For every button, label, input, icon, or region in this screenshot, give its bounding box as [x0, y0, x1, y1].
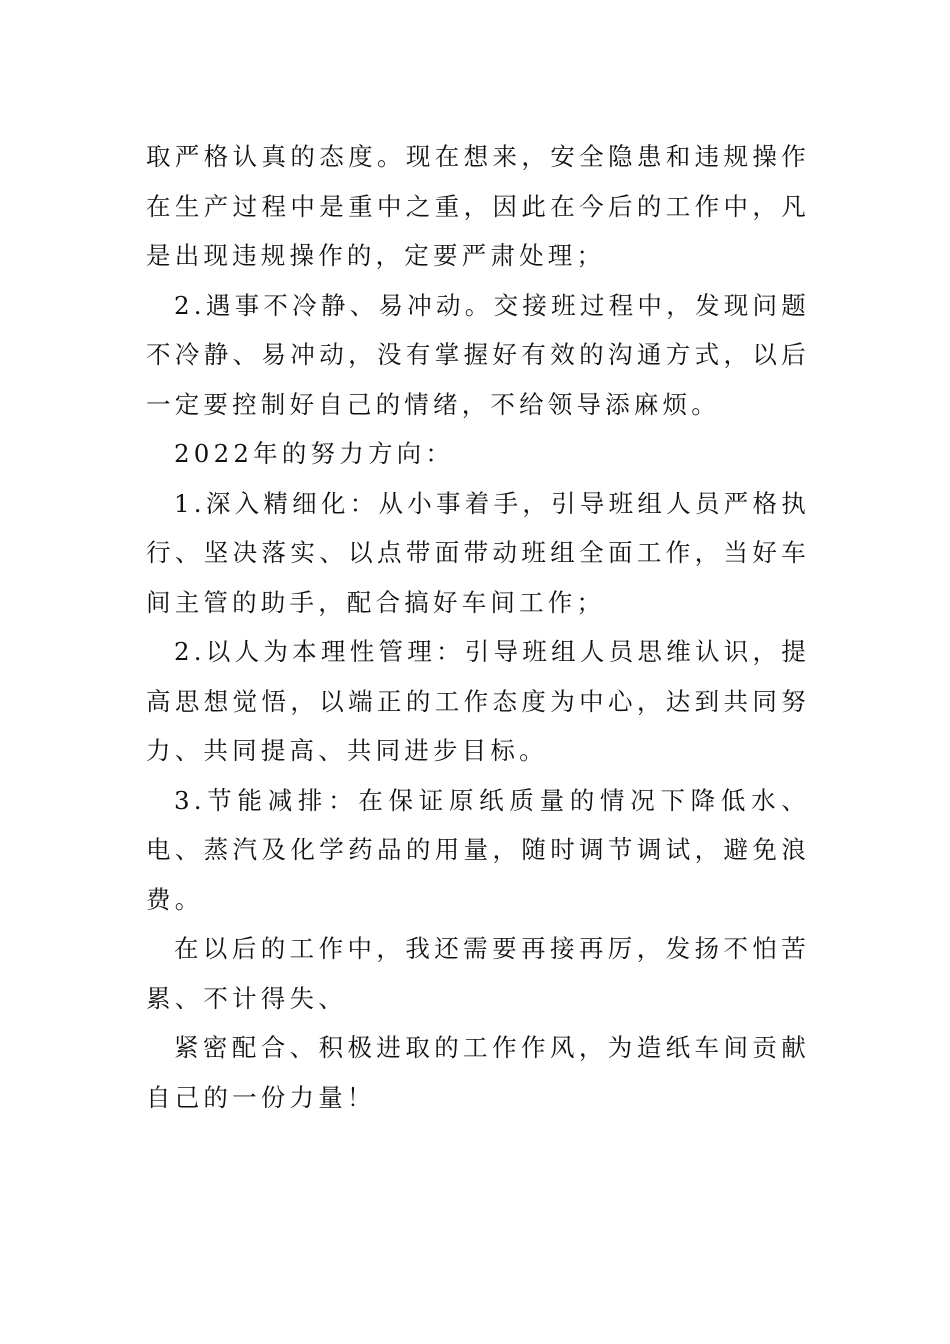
paragraph-continuation: 取严格认真的态度。现在想来，安全隐患和违规操作在生产过程中是重中之重，因此在今后的工作中，凡是出现违规操作的，定要严肃处理；	[146, 142, 810, 270]
paragraph-goal-1: 1.深入精细化：从小事着手，引导班组人员严格执行、坚决落实、以点带面带动班组全面工作，当好车间主管的助手，配合搞好车间工作；	[146, 488, 810, 617]
document-body	[146, 132, 810, 1122]
paragraph-closing-2: 紧密配合、积极进取的工作作风，为造纸车间贡献自己的一份力量！	[146, 1033, 810, 1112]
paragraph-item-2-emotion: 2.遇事不冷静、易冲动。交接班过程中，发现问题不冷静、易冲动，没有掌握好有效的沟通方式，以后一定要控制好自己的情绪，不给领导添麻烦。	[146, 290, 810, 419]
section-heading-2022-goals: 2022年的努力方向：	[174, 439, 455, 468]
paragraph-goal-3: 3.节能减排：在保证原纸质量的情况下降低水、电、蒸汽及化学药品的用量，随时调节调试，避免浪费。	[146, 785, 810, 914]
paragraph-goal-2: 2.以人为本理性管理：引导班组人员思维认识，提高思想觉悟，以端正的工作态度为中心，达到共同努力、共同提高、共同进步目标。	[146, 637, 810, 765]
paragraph-closing-1: 在以后的工作中，我还需要再接再厉，发扬不怕苦累、不计得失、	[146, 934, 810, 1013]
